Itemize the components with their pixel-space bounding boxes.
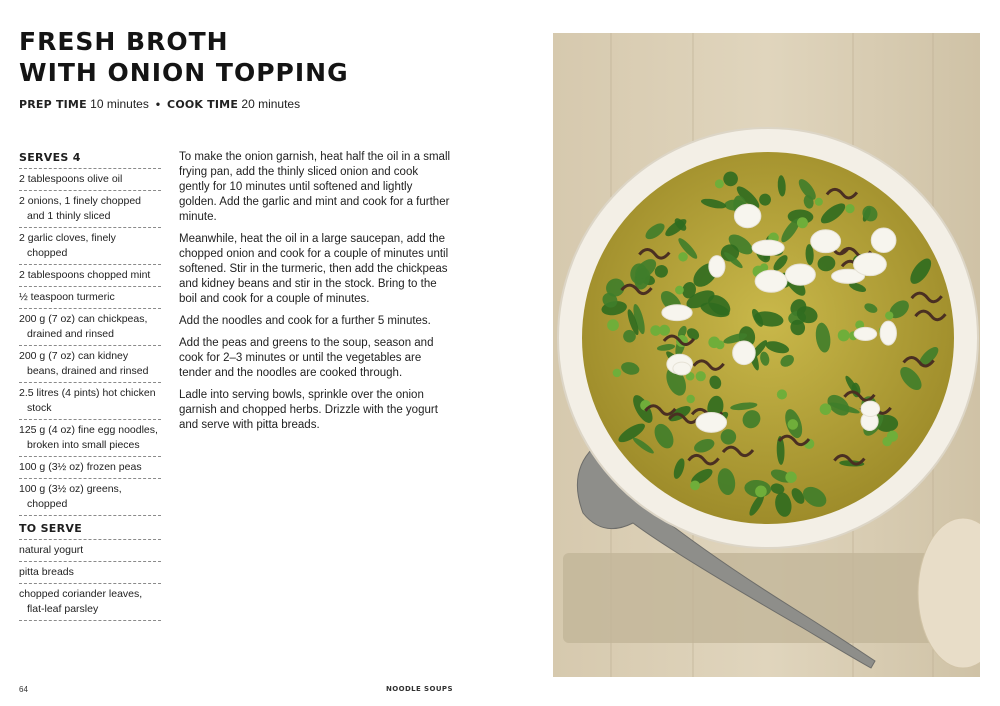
- pea: [607, 319, 619, 331]
- yogurt-dollop: [785, 264, 815, 285]
- method-step: Ladle into serving bowls, sprinkle over the onion garnish and chopped herbs. Drizzle with the yogurt and serve with pitta breads.: [179, 389, 438, 431]
- pea: [715, 179, 724, 188]
- ingredient-item-line: 2 tablespoons olive oil: [19, 173, 123, 185]
- recipe-times: [19, 97, 300, 111]
- ingredient-item: [19, 265, 161, 287]
- to-serve-item: [19, 562, 161, 584]
- ingredient-item: [19, 420, 161, 457]
- prep-time-value: 10 minutes: [90, 97, 149, 111]
- ingredient-item-line: chopped: [27, 498, 68, 510]
- pea: [678, 252, 687, 261]
- to-serve-item-line: flat-leaf parsley: [27, 603, 99, 615]
- yogurt-dollop: [854, 253, 887, 276]
- yogurt-dollop: [673, 362, 691, 375]
- yogurt-dollop: [733, 341, 756, 365]
- pea: [696, 371, 706, 381]
- times-separator: •: [155, 97, 161, 111]
- ingredient-item-line: 2 garlic cloves, finely: [19, 232, 116, 244]
- recipe-title: [19, 26, 349, 88]
- pea: [613, 369, 622, 378]
- to-serve-item-line: pitta breads: [19, 566, 74, 578]
- page-number: 64: [19, 685, 28, 694]
- pea: [650, 325, 661, 336]
- ingredient-item: [19, 457, 161, 479]
- ingredient-item-line: drained and rinsed: [27, 328, 114, 340]
- serves-heading: SERVES 4: [19, 151, 161, 169]
- pea: [777, 389, 787, 399]
- pea: [708, 336, 720, 348]
- ingredient-item-line: broken into small pieces: [27, 439, 140, 451]
- soup-bowl-illustration: [553, 33, 980, 677]
- ingredient-item-line: 2.5 litres (4 pints) hot chicken: [19, 387, 156, 399]
- pea: [690, 480, 700, 490]
- method-step: To make the onion garnish, heat half the oil in a small frying pan, add the thinly sliced onion and cook gently for 10 minutes until softened and lightly golden. Add the garlic and mint and cook for a further minute.: [179, 151, 451, 223]
- ingredient-item-line: and 1 thinly sliced: [27, 210, 111, 222]
- ingredient-item: [19, 191, 161, 228]
- ingredient-item-line: 2 onions, 1 finely chopped: [19, 195, 142, 207]
- pea: [788, 419, 799, 430]
- section-footer: NOODLE SOUPS: [386, 685, 453, 693]
- yogurt-dollop: [662, 305, 692, 321]
- yogurt-dollop: [811, 230, 841, 253]
- cook-time-value: 20 minutes: [241, 97, 301, 111]
- pea: [838, 330, 850, 342]
- method-step: Meanwhile, heat the oil in a large saucepan, add the chopped onion and cook for a couple of minutes until softened. Stir in the turmeric, then add the chickpeas and kidney beans and stir in the stock. Bring to the boil and cook for a couple of minutes.: [179, 233, 449, 305]
- pea: [686, 395, 694, 403]
- pea: [755, 486, 767, 498]
- yogurt-dollop: [752, 240, 784, 255]
- yogurt-dollop: [871, 228, 896, 253]
- ingredient-item-line: 125 g (4 oz) fine egg noodles,: [19, 424, 158, 436]
- yogurt-dollop: [734, 204, 760, 227]
- pea: [845, 204, 854, 213]
- recipe-title-line-1: FRESH BROTH: [19, 27, 229, 56]
- ingredient-item-line: 200 g (7 oz) can kidney: [19, 350, 129, 362]
- ingredient-item-line: beans, drained and rinsed: [27, 365, 149, 377]
- soup-photo: [553, 33, 980, 677]
- pea: [820, 403, 832, 415]
- broth: [582, 152, 954, 524]
- method-step: Add the noodles and cook for a further 5 minutes.: [179, 315, 431, 327]
- yogurt-dollop: [709, 256, 725, 278]
- pea: [887, 431, 898, 442]
- to-serve-item: [19, 584, 161, 621]
- ingredient-item-line: chopped: [27, 247, 68, 259]
- method-step: Add the peas and greens to the soup, season and cook for 2–3 minutes or until the vegetables are tender and the noodles are cooked through.: [179, 337, 434, 379]
- yogurt-dollop: [880, 321, 896, 345]
- to-serve-heading: TO SERVE: [19, 518, 161, 540]
- to-serve-item-line: chopped coriander leaves,: [19, 588, 143, 600]
- ingredient-item: [19, 309, 161, 346]
- pea: [815, 198, 823, 206]
- to-serve-item-line: natural yogurt: [19, 544, 84, 556]
- ingredient-item-line: 100 g (3½ oz) frozen peas: [19, 461, 142, 473]
- yogurt-dollop: [861, 401, 880, 416]
- recipe-title-line-2: WITH ONION TOPPING: [19, 58, 349, 87]
- ingredient-item: [19, 228, 161, 265]
- yogurt-dollop: [696, 412, 727, 432]
- ingredient-item-line: ½ teaspoon turmeric: [19, 291, 115, 303]
- ingredient-list: [19, 169, 161, 516]
- ingredient-item: [19, 346, 161, 383]
- ingredient-item: [19, 479, 161, 516]
- ingredient-item-line: 200 g (7 oz) can chickpeas,: [19, 313, 148, 325]
- to-serve-list: [19, 540, 161, 621]
- yogurt-dollop: [854, 327, 877, 340]
- pea: [675, 286, 684, 295]
- ingredient-item-line: stock: [27, 402, 52, 414]
- pea: [785, 472, 796, 483]
- pea: [797, 217, 808, 228]
- ingredient-item: [19, 169, 161, 191]
- to-serve-item: [19, 540, 161, 562]
- ingredients-column: [19, 151, 161, 621]
- ingredient-item: [19, 383, 161, 420]
- cook-time-label: COOK TIME: [167, 98, 239, 111]
- pea: [885, 311, 893, 319]
- ingredient-item: [19, 287, 161, 309]
- prep-time-label: PREP TIME: [19, 98, 87, 111]
- ingredient-item-line: 2 tablespoons chopped mint: [19, 269, 151, 281]
- ingredient-item-line: 100 g (3½ oz) greens,: [19, 483, 122, 495]
- yogurt-dollop: [755, 270, 787, 292]
- method-text: [179, 150, 451, 440]
